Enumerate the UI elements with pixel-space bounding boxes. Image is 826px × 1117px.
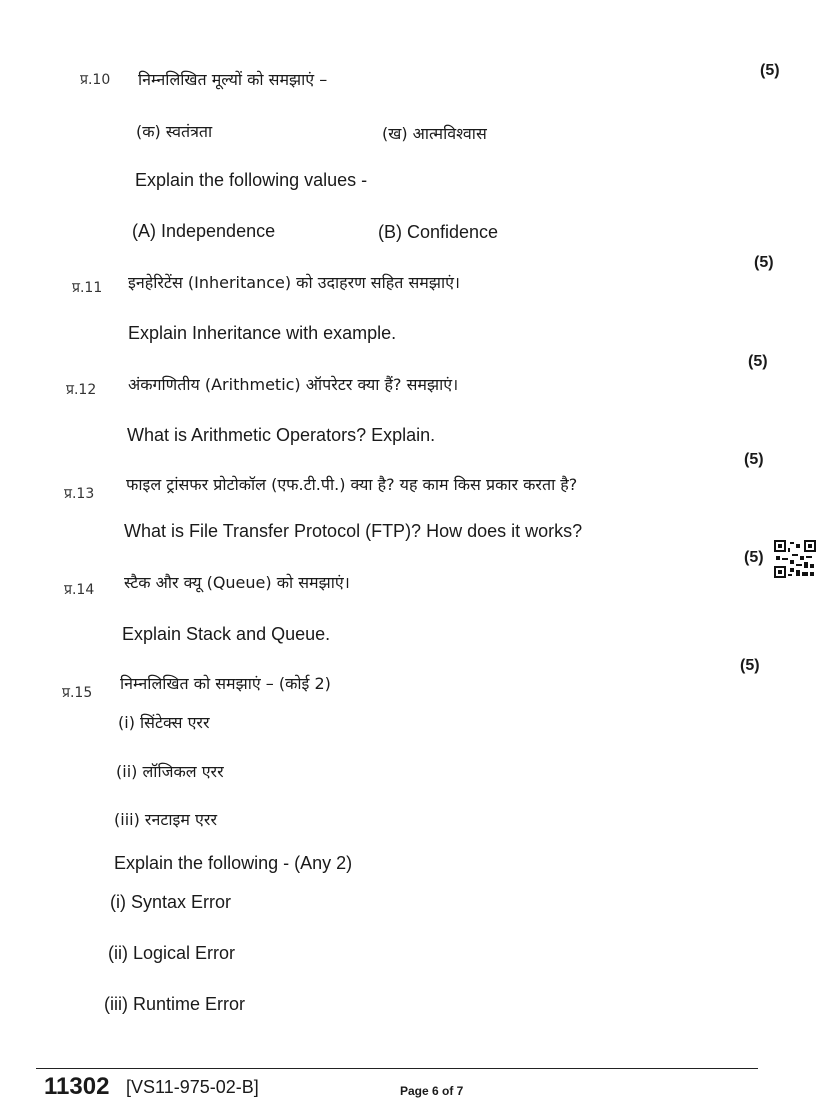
q15-item-hindi: (ii) लॉजिकल एरर <box>116 762 224 781</box>
q11-english: Explain Inheritance with example. <box>128 323 397 343</box>
paper-code: 11302 <box>44 1073 110 1100</box>
q10-option-a-english: (A) Independence <box>132 221 276 241</box>
q15-item-hindi: (iii) रनटाइम एरर <box>114 810 217 829</box>
q10-option-b-english: (B) Confidence <box>378 222 499 242</box>
q13-number: प्र.13 <box>64 486 95 502</box>
q10-marks: (5) <box>760 62 780 79</box>
q15-number: प्र.15 <box>62 685 93 701</box>
q12-number: प्र.12 <box>66 382 97 398</box>
q11-marks: (5) <box>754 254 774 271</box>
page-number: Page 6 of 7 <box>400 1084 464 1098</box>
q13-hindi: फाइल ट्रांसफर प्रोटोकॉल (एफ.टी.पी.) क्या है? यह काम किस प्रकार करता है? <box>126 475 578 494</box>
q15-item-english: (iii) Runtime Error <box>104 994 246 1014</box>
q14-marks: (5) <box>744 549 764 566</box>
q15-marks: (5) <box>740 657 760 674</box>
q15-hindi: निम्नलिखित को समझाएं – (कोई 2) <box>120 674 331 693</box>
q14-hindi: स्टैक और क्यू (Queue) को समझाएं। <box>124 573 350 592</box>
paper-series: [VS11-975-02-B] <box>126 1077 259 1097</box>
q11-number: प्र.11 <box>72 280 103 296</box>
q10-number: प्र.10 <box>80 72 111 88</box>
q13-english: What is File Transfer Protocol (FTP)? How does it works? <box>124 521 583 541</box>
q15-item-english: (ii) Logical Error <box>108 943 236 963</box>
q12-hindi: अंकगणितीय (Arithmetic) ऑपरेटर क्या हैं? समझाएं। <box>128 375 459 394</box>
q10-hindi: निम्नलिखित मूल्यों को समझाएं – <box>138 70 328 89</box>
q10-option-b-hindi: (ख) आत्मविश्वास <box>382 124 487 143</box>
q13-marks: (5) <box>744 451 764 468</box>
q12-marks: (5) <box>748 353 768 370</box>
q15-english: Explain the following - (Any 2) <box>114 853 353 873</box>
qr-code-icon <box>774 540 816 578</box>
q14-number: प्र.14 <box>64 582 95 598</box>
q14-english: Explain Stack and Queue. <box>122 624 331 644</box>
q15-item-hindi: (i) सिंटेक्स एरर <box>118 713 210 732</box>
q11-hindi: इनहेरिटेंस (Inheritance) को उदाहरण सहित समझाएं। <box>128 273 461 292</box>
q10-english: Explain the following values - <box>135 170 368 190</box>
q12-english: What is Arithmetic Operators? Explain. <box>127 425 436 445</box>
q15-item-english: (i) Syntax Error <box>110 892 232 912</box>
footer-rule <box>36 1068 758 1069</box>
q10-option-a-hindi: (क) स्वतंत्रता <box>136 122 213 141</box>
